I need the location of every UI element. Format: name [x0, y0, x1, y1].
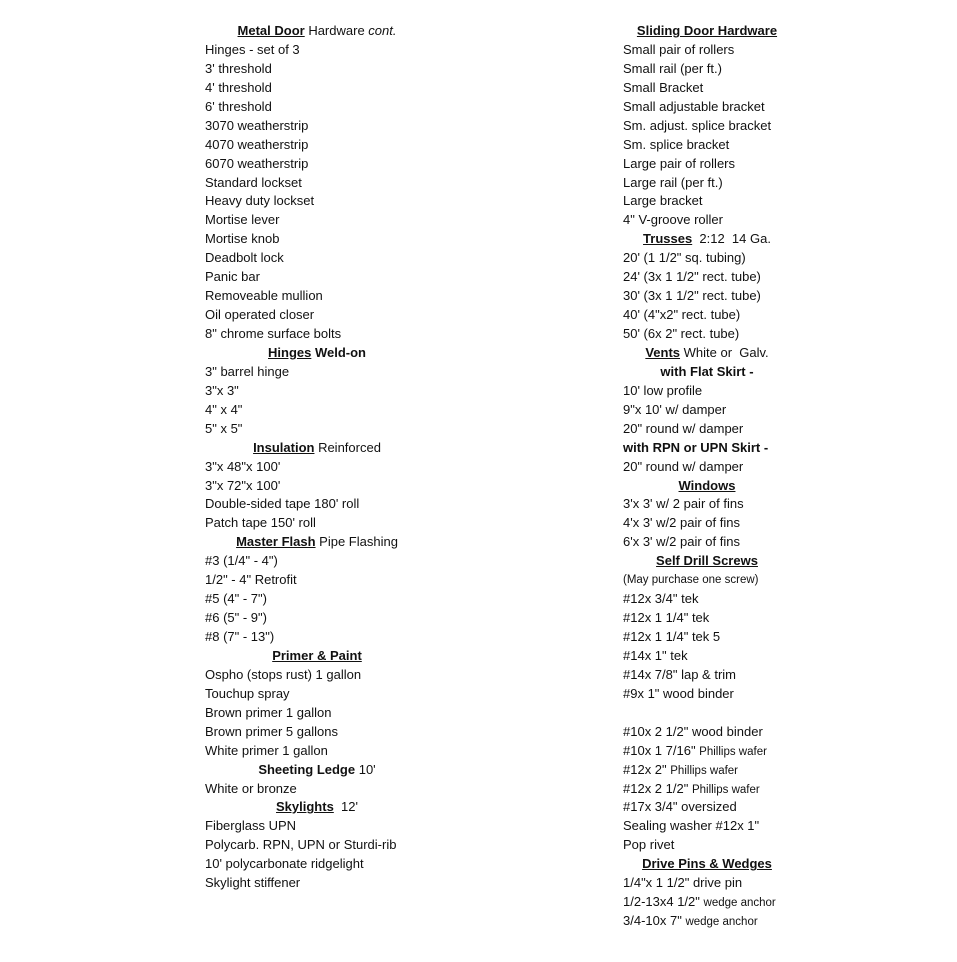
- list-item: #14x 1" tek: [623, 647, 688, 663]
- list-item: #12x 1 1/4" tek: [623, 610, 710, 626]
- list-item: #9x 1" wood binder: [623, 685, 734, 701]
- list-item: #5 (4" - 7"): [205, 591, 267, 607]
- list-item: Small pair of rollers: [623, 41, 735, 57]
- list-item: Brown primer 5 gallons: [205, 723, 338, 739]
- list-item: Sm. adjust. splice bracket: [623, 117, 772, 133]
- vents-rpn-list: [623, 458, 923, 477]
- list-item: Deadbolt lock: [205, 250, 284, 266]
- list-item: 4" V-groove roller: [623, 212, 723, 228]
- section-heading-metal-door: Metal Door Hardware cont.: [237, 23, 397, 38]
- list-item: 3" barrel hinge: [205, 363, 290, 379]
- list-item: 10' low profile: [623, 382, 703, 398]
- list-item: Sm. splice bracket: [623, 136, 730, 152]
- list-spacer: [623, 704, 923, 723]
- list-item: 4070 weatherstrip: [205, 136, 309, 152]
- list-item: #12x 2 1/2" Phillips wafer: [623, 780, 760, 796]
- insulation-list: [205, 458, 485, 534]
- list-item: 3"x 3": [205, 382, 239, 398]
- list-item: 20' (1 1/2" sq. tubing): [623, 250, 746, 266]
- list-item: Patch tape 150' roll: [205, 515, 316, 531]
- list-item: Small rail (per ft.): [623, 60, 722, 76]
- drive-pins-list: [623, 874, 923, 931]
- section-heading-sliding-door: Sliding Door Hardware: [636, 23, 778, 38]
- skylights-list: [205, 817, 485, 893]
- list-item: 6'x 3' w/2 pair of fins: [623, 534, 740, 550]
- list-item: 6070 weatherstrip: [205, 155, 309, 171]
- vents-subheading-flat-skirt: with Flat Skirt -: [660, 363, 754, 379]
- list-item: Fiberglass UPN: [205, 818, 297, 834]
- primer-paint-list: [205, 666, 485, 761]
- list-item: Heavy duty lockset: [205, 193, 315, 209]
- section-heading-skylights: Skylights 12': [276, 799, 358, 815]
- section-heading-hinges: Hinges Weld-on: [268, 344, 366, 360]
- list-item: Mortise lever: [205, 212, 280, 228]
- list-item: Polycarb. RPN, UPN or Sturdi-rib: [205, 837, 397, 853]
- section-heading-vents: Vents White or Galv.: [645, 344, 769, 360]
- list-item: #10x 1 7/16" Phillips wafer: [623, 742, 767, 758]
- list-item: 10' polycarbonate ridgelight: [205, 856, 364, 872]
- list-item: 30' (3x 1 1/2" rect. tube): [623, 288, 761, 304]
- list-item: 50' (6x 2" rect. tube): [623, 326, 740, 341]
- list-item: 3070 weatherstrip: [205, 117, 309, 133]
- list-item: 3'x 3' w/ 2 pair of fins: [623, 496, 744, 512]
- list-item: Touchup spray: [205, 685, 290, 701]
- list-item: 1/4"x 1 1/2" drive pin: [623, 875, 743, 891]
- master-flash-list: [205, 552, 485, 647]
- section-heading-self-drill-screws: Self Drill Screws: [656, 553, 758, 569]
- list-item: 8" chrome surface bolts: [205, 326, 342, 341]
- section-heading-drive-pins: Drive Pins & Wedges: [642, 856, 772, 872]
- list-item: Large pair of rollers: [623, 155, 735, 171]
- list-item: 3/4-10x 7" wedge anchor: [623, 913, 758, 929]
- list-item: 20" round w/ damper: [623, 458, 744, 474]
- list-item: 3' threshold: [205, 60, 272, 76]
- list-item: 4" x 4": [205, 401, 243, 417]
- list-item: 4'x 3' w/2 pair of fins: [623, 515, 740, 531]
- list-item: 24' (3x 1 1/2" rect. tube): [623, 269, 761, 285]
- list-item: #8 (7" - 13"): [205, 629, 275, 644]
- section-heading-insulation: Insulation Reinforced: [253, 439, 381, 455]
- list-item: Large bracket: [623, 193, 703, 209]
- list-item: Panic bar: [205, 269, 260, 285]
- list-item: 1/2" - 4" Retrofit: [205, 572, 297, 588]
- list-item: Large rail (per ft.): [623, 174, 723, 190]
- left-column: [205, 22, 485, 893]
- list-item: 3"x 72"x 100': [205, 477, 281, 493]
- list-item: 3"x 48"x 100': [205, 458, 281, 474]
- list-item: Brown primer 1 gallon: [205, 704, 332, 720]
- list-item: 40' (4"x2" rect. tube): [623, 307, 741, 323]
- sliding-door-list: [623, 41, 923, 230]
- section-heading-master-flash: Master Flash Pipe Flashing: [236, 534, 398, 550]
- windows-list: [623, 495, 923, 552]
- list-item: Ospho (stops rust) 1 gallon: [205, 666, 362, 682]
- list-item: #17x 3/4" oversized: [623, 799, 737, 815]
- list-item: Double-sided tape 180' roll: [205, 496, 360, 512]
- list-item: #12x 3/4" tek: [623, 591, 699, 607]
- screws-list-2: [623, 723, 923, 856]
- screws-list: [623, 590, 923, 704]
- list-item: Small adjustable bracket: [623, 98, 765, 114]
- section-heading-sheeting-ledge: Sheeting Ledge 10': [258, 761, 376, 777]
- list-item: 5" x 5": [205, 420, 243, 436]
- section-heading-primer-paint: Primer & Paint: [272, 647, 362, 663]
- list-item: 9"x 10' w/ damper: [623, 401, 727, 417]
- trusses-list: [623, 249, 923, 344]
- list-item: Standard lockset: [205, 174, 302, 190]
- section-heading-windows: Windows: [678, 477, 736, 493]
- list-item: White or bronze: [205, 780, 297, 796]
- list-item: 6' threshold: [205, 98, 272, 114]
- list-item: Skylight stiffener: [205, 875, 301, 891]
- list-item: 4' threshold: [205, 79, 272, 95]
- metal-door-list: [205, 41, 485, 344]
- list-item: Removeable mullion: [205, 288, 323, 304]
- list-item: 20" round w/ damper: [623, 420, 744, 436]
- sheeting-ledge-list: [205, 780, 485, 799]
- section-heading-trusses: Trusses 2:12 14 Ga.: [643, 231, 771, 247]
- list-item: Small Bracket: [623, 79, 704, 95]
- list-item: #6 (5" - 9"): [205, 610, 267, 626]
- list-item: #14x 7/8" lap & trim: [623, 666, 737, 682]
- list-item: Sealing washer #12x 1": [623, 818, 760, 834]
- list-item: Oil operated closer: [205, 307, 315, 323]
- right-column: [623, 22, 923, 931]
- hinges-list: [205, 363, 485, 439]
- list-item: Pop rivet: [623, 837, 675, 853]
- screws-note: (May purchase one screw): [623, 574, 759, 587]
- list-item: 1/2-13x4 1/2" wedge anchor: [623, 894, 776, 910]
- vents-subheading-rpn-skirt: with RPN or UPN Skirt -: [623, 439, 769, 455]
- list-item: Mortise knob: [205, 231, 280, 247]
- list-item: White primer 1 gallon: [205, 742, 328, 758]
- list-item: #3 (1/4" - 4"): [205, 553, 278, 569]
- vents-flat-list: [623, 382, 923, 439]
- list-item: #10x 2 1/2" wood binder: [623, 723, 763, 739]
- list-item: #12x 1 1/4" tek 5: [623, 629, 721, 644]
- list-item: Hinges - set of 3: [205, 41, 300, 57]
- list-item: #12x 2" Phillips wafer: [623, 761, 739, 777]
